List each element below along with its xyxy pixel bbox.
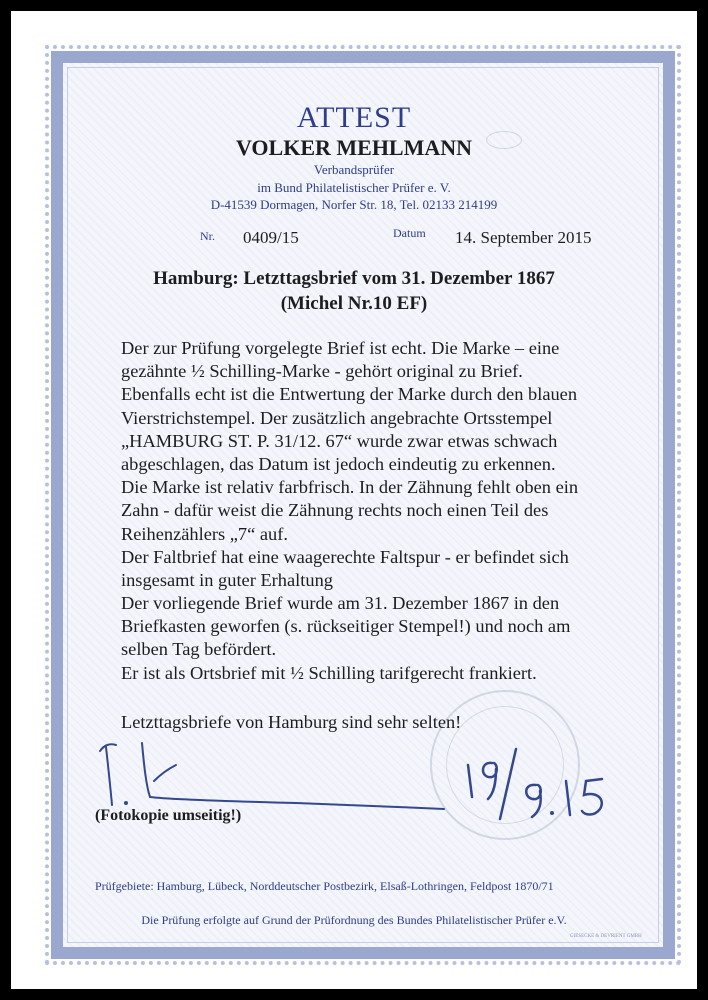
body-line: Zahn - dafür weist die Zähnung rechts noch einen Teil des	[121, 500, 549, 521]
body-line: abgeschlagen, das Datum ist jedoch eindeutig zu erkennen.	[121, 453, 556, 474]
body-line: Die Marke ist relativ farbfrisch. In der Zähnung fehlt oben ein	[121, 477, 579, 498]
number-label: Nr.	[200, 229, 215, 243]
body-line: Der vorliegende Brief wurde am 31. Dezember 1867 in den	[121, 593, 560, 614]
body-line: Der zur Prüfung vorgelegte Brief ist echt. Die Marke – eine	[121, 338, 560, 358]
body-line: selben Tag befördert.	[121, 639, 277, 660]
subject-line-2: (Michel Nr.10 EF)	[280, 293, 428, 314]
body-line: Der Faltbrief hat eine waagerechte Faltspur - er befindet sich	[121, 546, 569, 567]
certificate-title: ATTEST	[296, 101, 412, 134]
expertise-text	[121, 337, 591, 685]
examination-territories: Prüfgebiete: Hamburg, Lübeck, Norddeutscher Postbezirk, Elsaß-Lothringen, Feldpost 1870/71	[95, 879, 554, 893]
body-line: Ebenfalls echt ist die Entwertung der Marke durch den blauen	[121, 384, 578, 405]
body-line: „HAMBURG ST. P. 31/12. 67“ wurde zwar etwas schwach	[121, 430, 558, 451]
photocopy-note: (Fotokopie umseitig!)	[95, 807, 242, 824]
examiner-address: D-41539 Dormagen, Norfer Str. 18, Tel. 02133 214199	[210, 197, 498, 212]
date-label: Datum	[393, 226, 426, 240]
body-line: Reihenzählers „7“ auf.	[121, 523, 288, 544]
body-line: Vierstrichstempel. Der zusätzlich angebrachte Ortsstempel	[121, 407, 553, 428]
examiner-name: VOLKER MEHLMANN	[235, 135, 473, 160]
certificate-date: 14. September 2015	[455, 228, 592, 247]
examiner-role: Verbandsprüfer	[313, 162, 395, 177]
certificate-number: 0409/15	[243, 228, 299, 247]
body-line: Briefkasten geworfen (s. rückseitiger Stempel!) und noch am	[121, 616, 571, 637]
regulation-footer: Die Prüfung erfolgte auf Grund der Prüfordnung des Bundes Philatelistischer Prüfer e.V.	[141, 913, 567, 927]
subject-line-1: Hamburg: Letzttagsbrief vom 31. Dezember 1867	[153, 268, 555, 289]
body-line: insgesamt in guter Erhaltung	[121, 569, 333, 590]
body-line: gezähnte ½ Schilling-Marke - gehört original zu Brief.	[121, 361, 523, 382]
printer-imprint: GIESECKE & DEVRIENT GMBH	[570, 934, 642, 939]
body-line: Er ist als Ortsbrief mit ½ Schilling tarifgerecht frankiert.	[121, 662, 537, 683]
rarity-statement: Letzttagsbriefe von Hamburg sind sehr selten!	[121, 712, 462, 732]
association-name: im Bund Philatelistischer Prüfer e. V.	[257, 180, 451, 195]
